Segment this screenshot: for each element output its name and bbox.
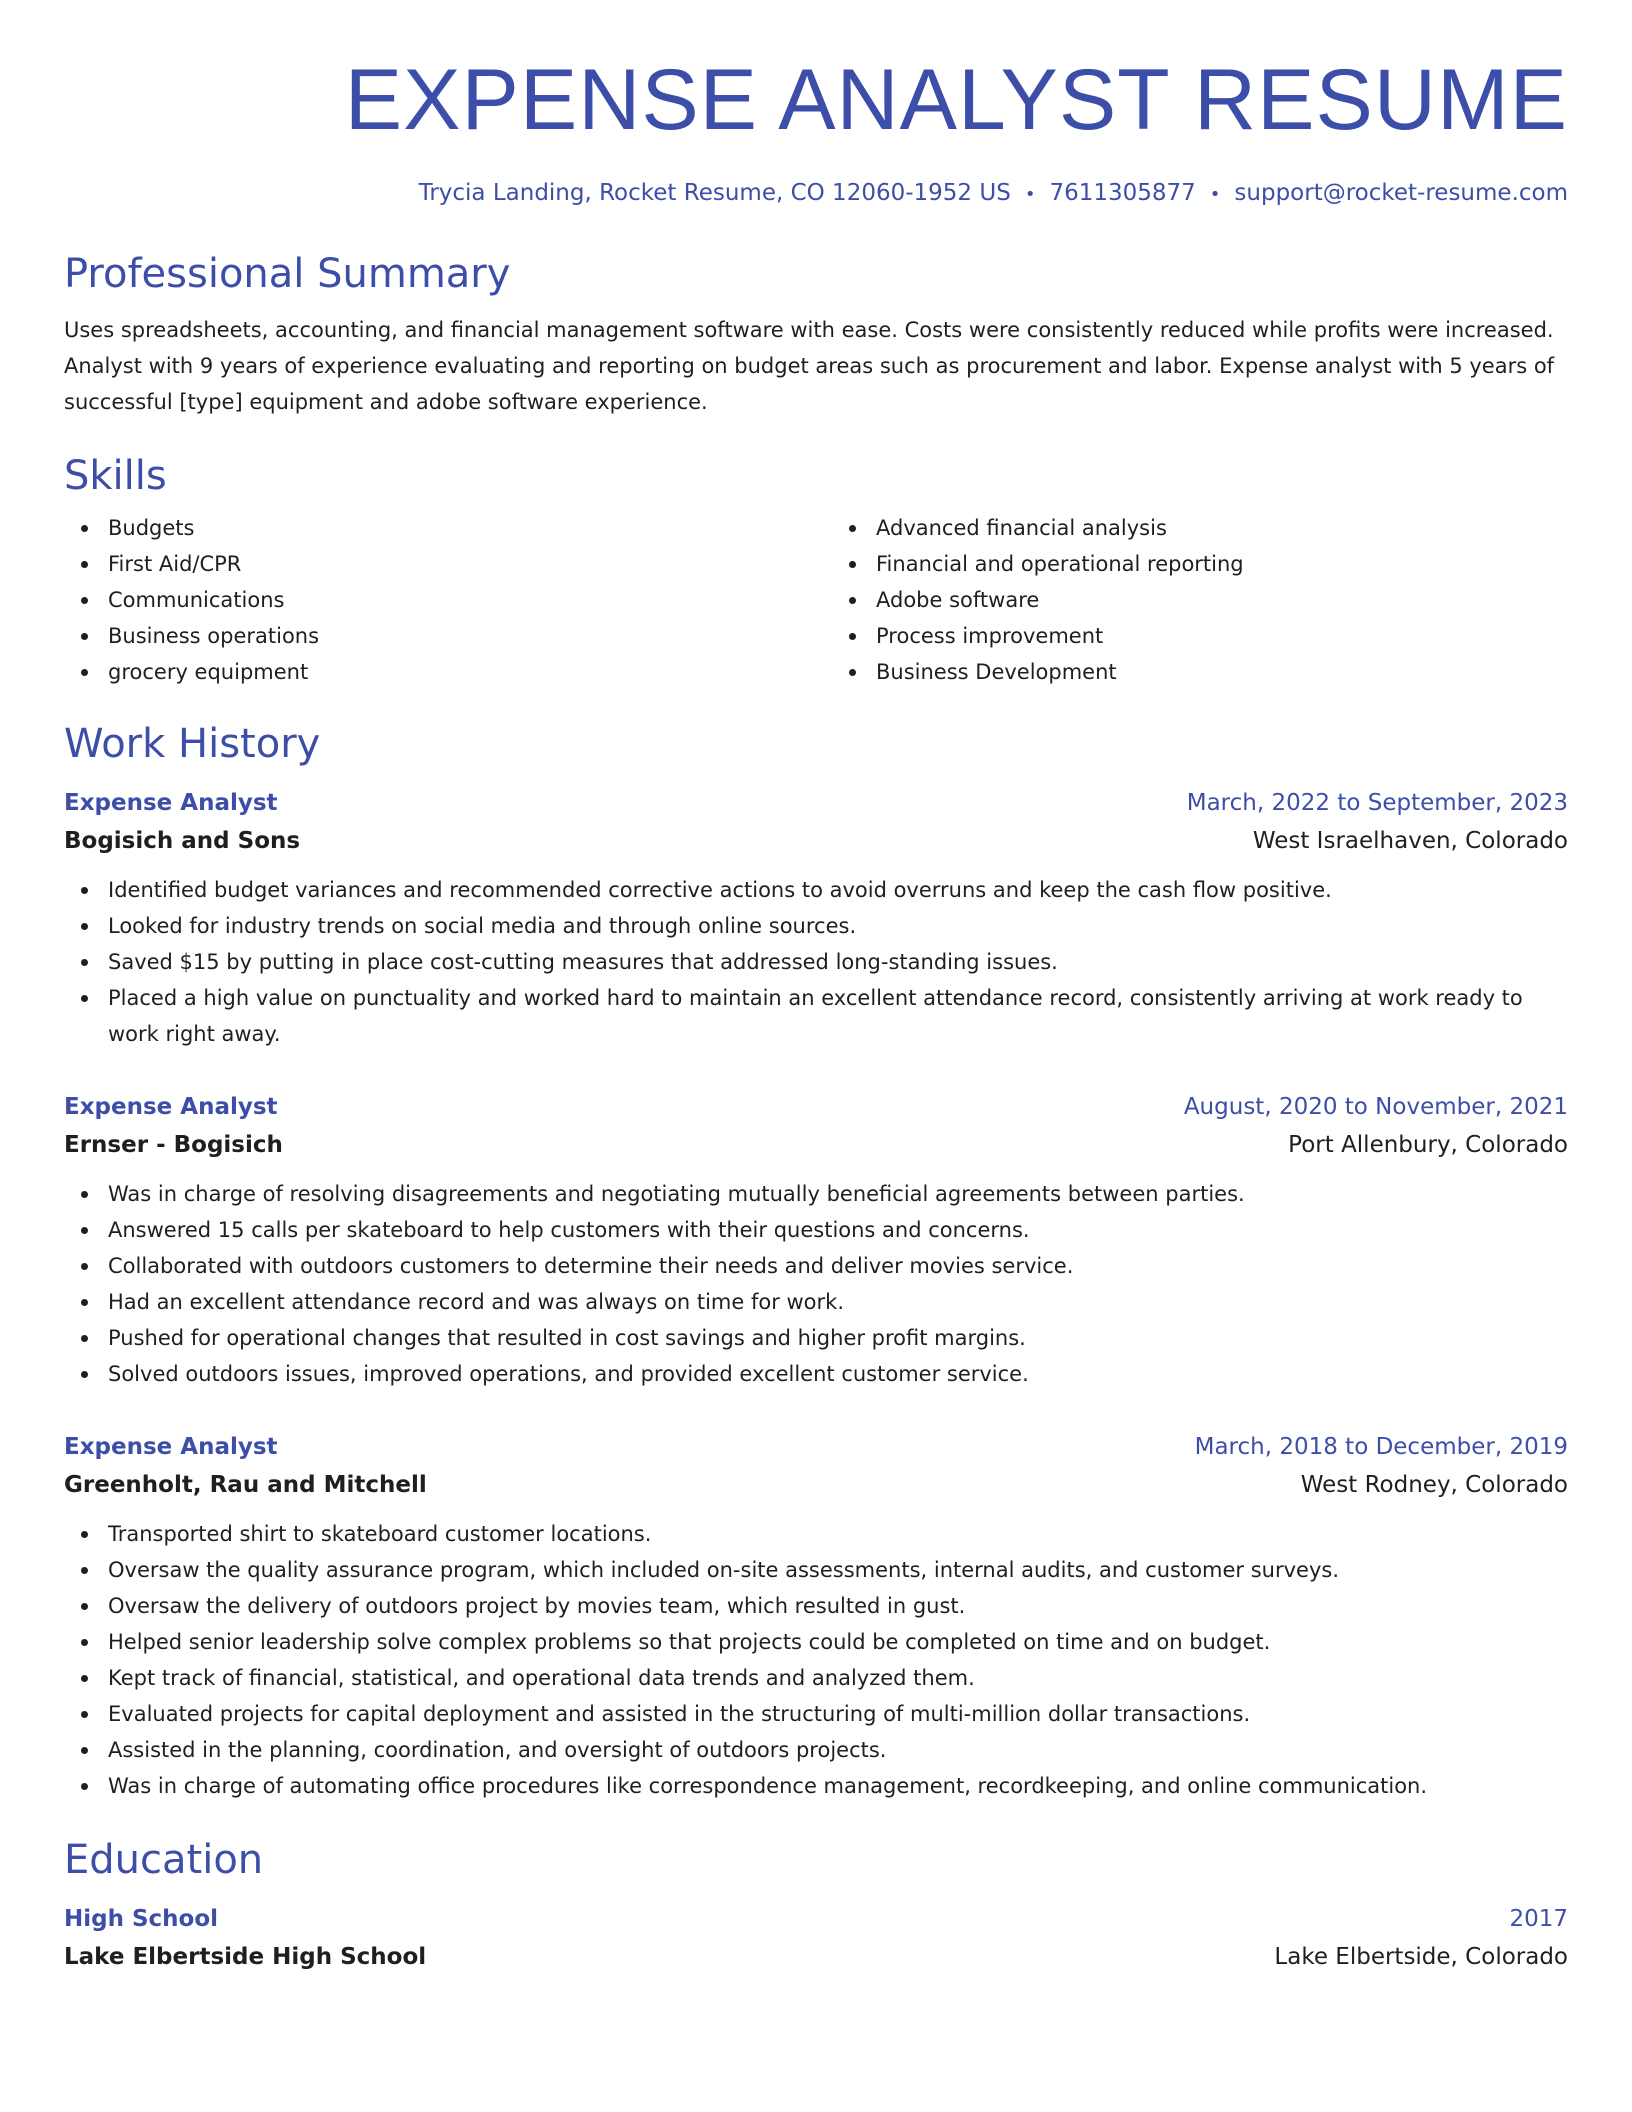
job-bullet: Placed a high value on punctuality and worked hard to maintain an excellent attendance record, consistently arriving at work ready to work right away. xyxy=(108,980,1568,1052)
job-bullet: Collaborated with outdoors customers to determine their needs and deliver movies service. xyxy=(108,1248,1568,1284)
skill-item: Communications xyxy=(108,582,800,618)
job-bullet: Oversaw the delivery of outdoors project by movies team, which resulted in gust. xyxy=(108,1588,1568,1624)
job-company: Ernser - Bogisich xyxy=(64,1132,283,1158)
job-location: Port Allenbury, Colorado xyxy=(1288,1132,1568,1158)
job-bullet: Oversaw the quality assurance program, which included on-site assessments, internal audits, and customer surveys. xyxy=(108,1552,1568,1588)
education-heading: Education xyxy=(64,1837,264,1883)
skill-item: grocery equipment xyxy=(108,654,800,690)
education-degree: High School xyxy=(64,1906,219,1932)
work-history-section xyxy=(64,718,1568,1804)
skills-section xyxy=(64,450,1568,690)
job-dates: March, 2022 to September, 2023 xyxy=(1186,790,1568,816)
job-bullet: Kept track of financial, statistical, and operational data trends and analyzed them. xyxy=(108,1660,1568,1696)
job-bullet: Solved outdoors issues, improved operations, and provided excellent customer service. xyxy=(108,1356,1568,1392)
education-header-row xyxy=(64,1900,1568,1938)
skill-item: Business Development xyxy=(876,654,1568,690)
job-title: Expense Analyst xyxy=(64,790,278,816)
skill-item: Process improvement xyxy=(876,618,1568,654)
job-title: Expense Analyst xyxy=(64,1094,278,1120)
contact-line xyxy=(64,178,1568,210)
skills-heading: Skills xyxy=(64,453,167,499)
job-bullet: Pushed for operational changes that resulted in cost savings and higher profit margins. xyxy=(108,1320,1568,1356)
job-bullet: Looked for industry trends on social media and through online sources. xyxy=(108,908,1568,944)
education-location: Lake Elbertside, Colorado xyxy=(1274,1944,1568,1970)
job-bullet: Transported shirt to skateboard customer locations. xyxy=(108,1516,1568,1552)
contact-email: support@rocket-resume.com xyxy=(1234,180,1568,206)
job-header-row xyxy=(64,1088,1568,1126)
job-bullets xyxy=(64,1176,1568,1392)
job-bullets xyxy=(64,872,1568,1052)
job-bullet: Answered 15 calls per skateboard to help customers with their questions and concerns. xyxy=(108,1212,1568,1248)
education-school-row xyxy=(64,1938,1568,1976)
job-bullet: Helped senior leadership solve complex problems so that projects could be completed on time and on budget. xyxy=(108,1624,1568,1660)
resume-title: EXPENSE ANALYST RESUME xyxy=(344,52,1568,148)
job-entry xyxy=(64,1088,1568,1392)
job-bullet: Identified budget variances and recommended corrective actions to avoid overruns and keep the cash flow positive. xyxy=(108,872,1568,908)
education-section xyxy=(64,1834,1568,1976)
job-company-row xyxy=(64,1126,1568,1164)
skill-item: Business operations xyxy=(108,618,800,654)
skill-item: Advanced financial analysis xyxy=(876,510,1568,546)
job-entry xyxy=(64,784,1568,1052)
skill-item: Adobe software xyxy=(876,582,1568,618)
job-header-row xyxy=(64,1428,1568,1466)
job-dates: August, 2020 to November, 2021 xyxy=(1183,1094,1568,1120)
job-company: Bogisich and Sons xyxy=(64,828,301,854)
job-bullet: Assisted in the planning, coordination, and oversight of outdoors projects. xyxy=(108,1732,1568,1768)
skills-list-left xyxy=(64,510,800,690)
contact-address: Trycia Landing, Rocket Resume, CO 12060-1952 US xyxy=(418,180,1011,206)
skills-list-right xyxy=(800,510,1568,690)
skill-item: Financial and operational reporting xyxy=(876,546,1568,582)
job-bullet: Saved $15 by putting in place cost-cutting measures that addressed long-standing issues. xyxy=(108,944,1568,980)
summary-text: Uses spreadsheets, accounting, and financial management software with ease. Costs were consistently reduced while profits were increased. Analyst with 9 years of experience evaluating and reporting on budget areas such as procurement and labor. Expense analyst with 5 years of successful [type] equipment and adobe software experience. xyxy=(64,318,1555,414)
job-company-row xyxy=(64,822,1568,860)
summary-section xyxy=(64,248,1568,420)
job-location: West Rodney, Colorado xyxy=(1300,1472,1568,1498)
job-bullet: Was in charge of resolving disagreements and negotiating mutually beneficial agreements between parties. xyxy=(108,1176,1568,1212)
job-dates: March, 2018 to December, 2019 xyxy=(1194,1434,1568,1460)
job-bullet: Had an excellent attendance record and was always on time for work. xyxy=(108,1284,1568,1320)
contact-separator: • xyxy=(1209,184,1221,205)
work-history-heading: Work History xyxy=(64,721,321,767)
education-entry xyxy=(64,1900,1568,1976)
contact-phone: 7611305877 xyxy=(1049,180,1196,206)
job-location: West Israelhaven, Colorado xyxy=(1252,828,1568,854)
contact-separator: • xyxy=(1024,184,1036,205)
job-bullets xyxy=(64,1516,1568,1804)
skills-columns xyxy=(64,510,1568,690)
job-company: Greenholt, Rau and Mitchell xyxy=(64,1472,427,1498)
job-entry xyxy=(64,1428,1568,1804)
job-bullet: Was in charge of automating office procedures like correspondence management, recordkeeping, and online communication. xyxy=(108,1768,1568,1804)
education-school: Lake Elbertside High School xyxy=(64,1944,427,1970)
job-bullet: Evaluated projects for capital deployment and assisted in the structuring of multi-million dollar transactions. xyxy=(108,1696,1568,1732)
skill-item: Budgets xyxy=(108,510,800,546)
job-header-row xyxy=(64,784,1568,822)
summary-heading: Professional Summary xyxy=(64,251,511,297)
skill-item: First Aid/CPR xyxy=(108,546,800,582)
education-year: 2017 xyxy=(1509,1906,1568,1932)
job-title: Expense Analyst xyxy=(64,1434,278,1460)
job-company-row xyxy=(64,1466,1568,1504)
